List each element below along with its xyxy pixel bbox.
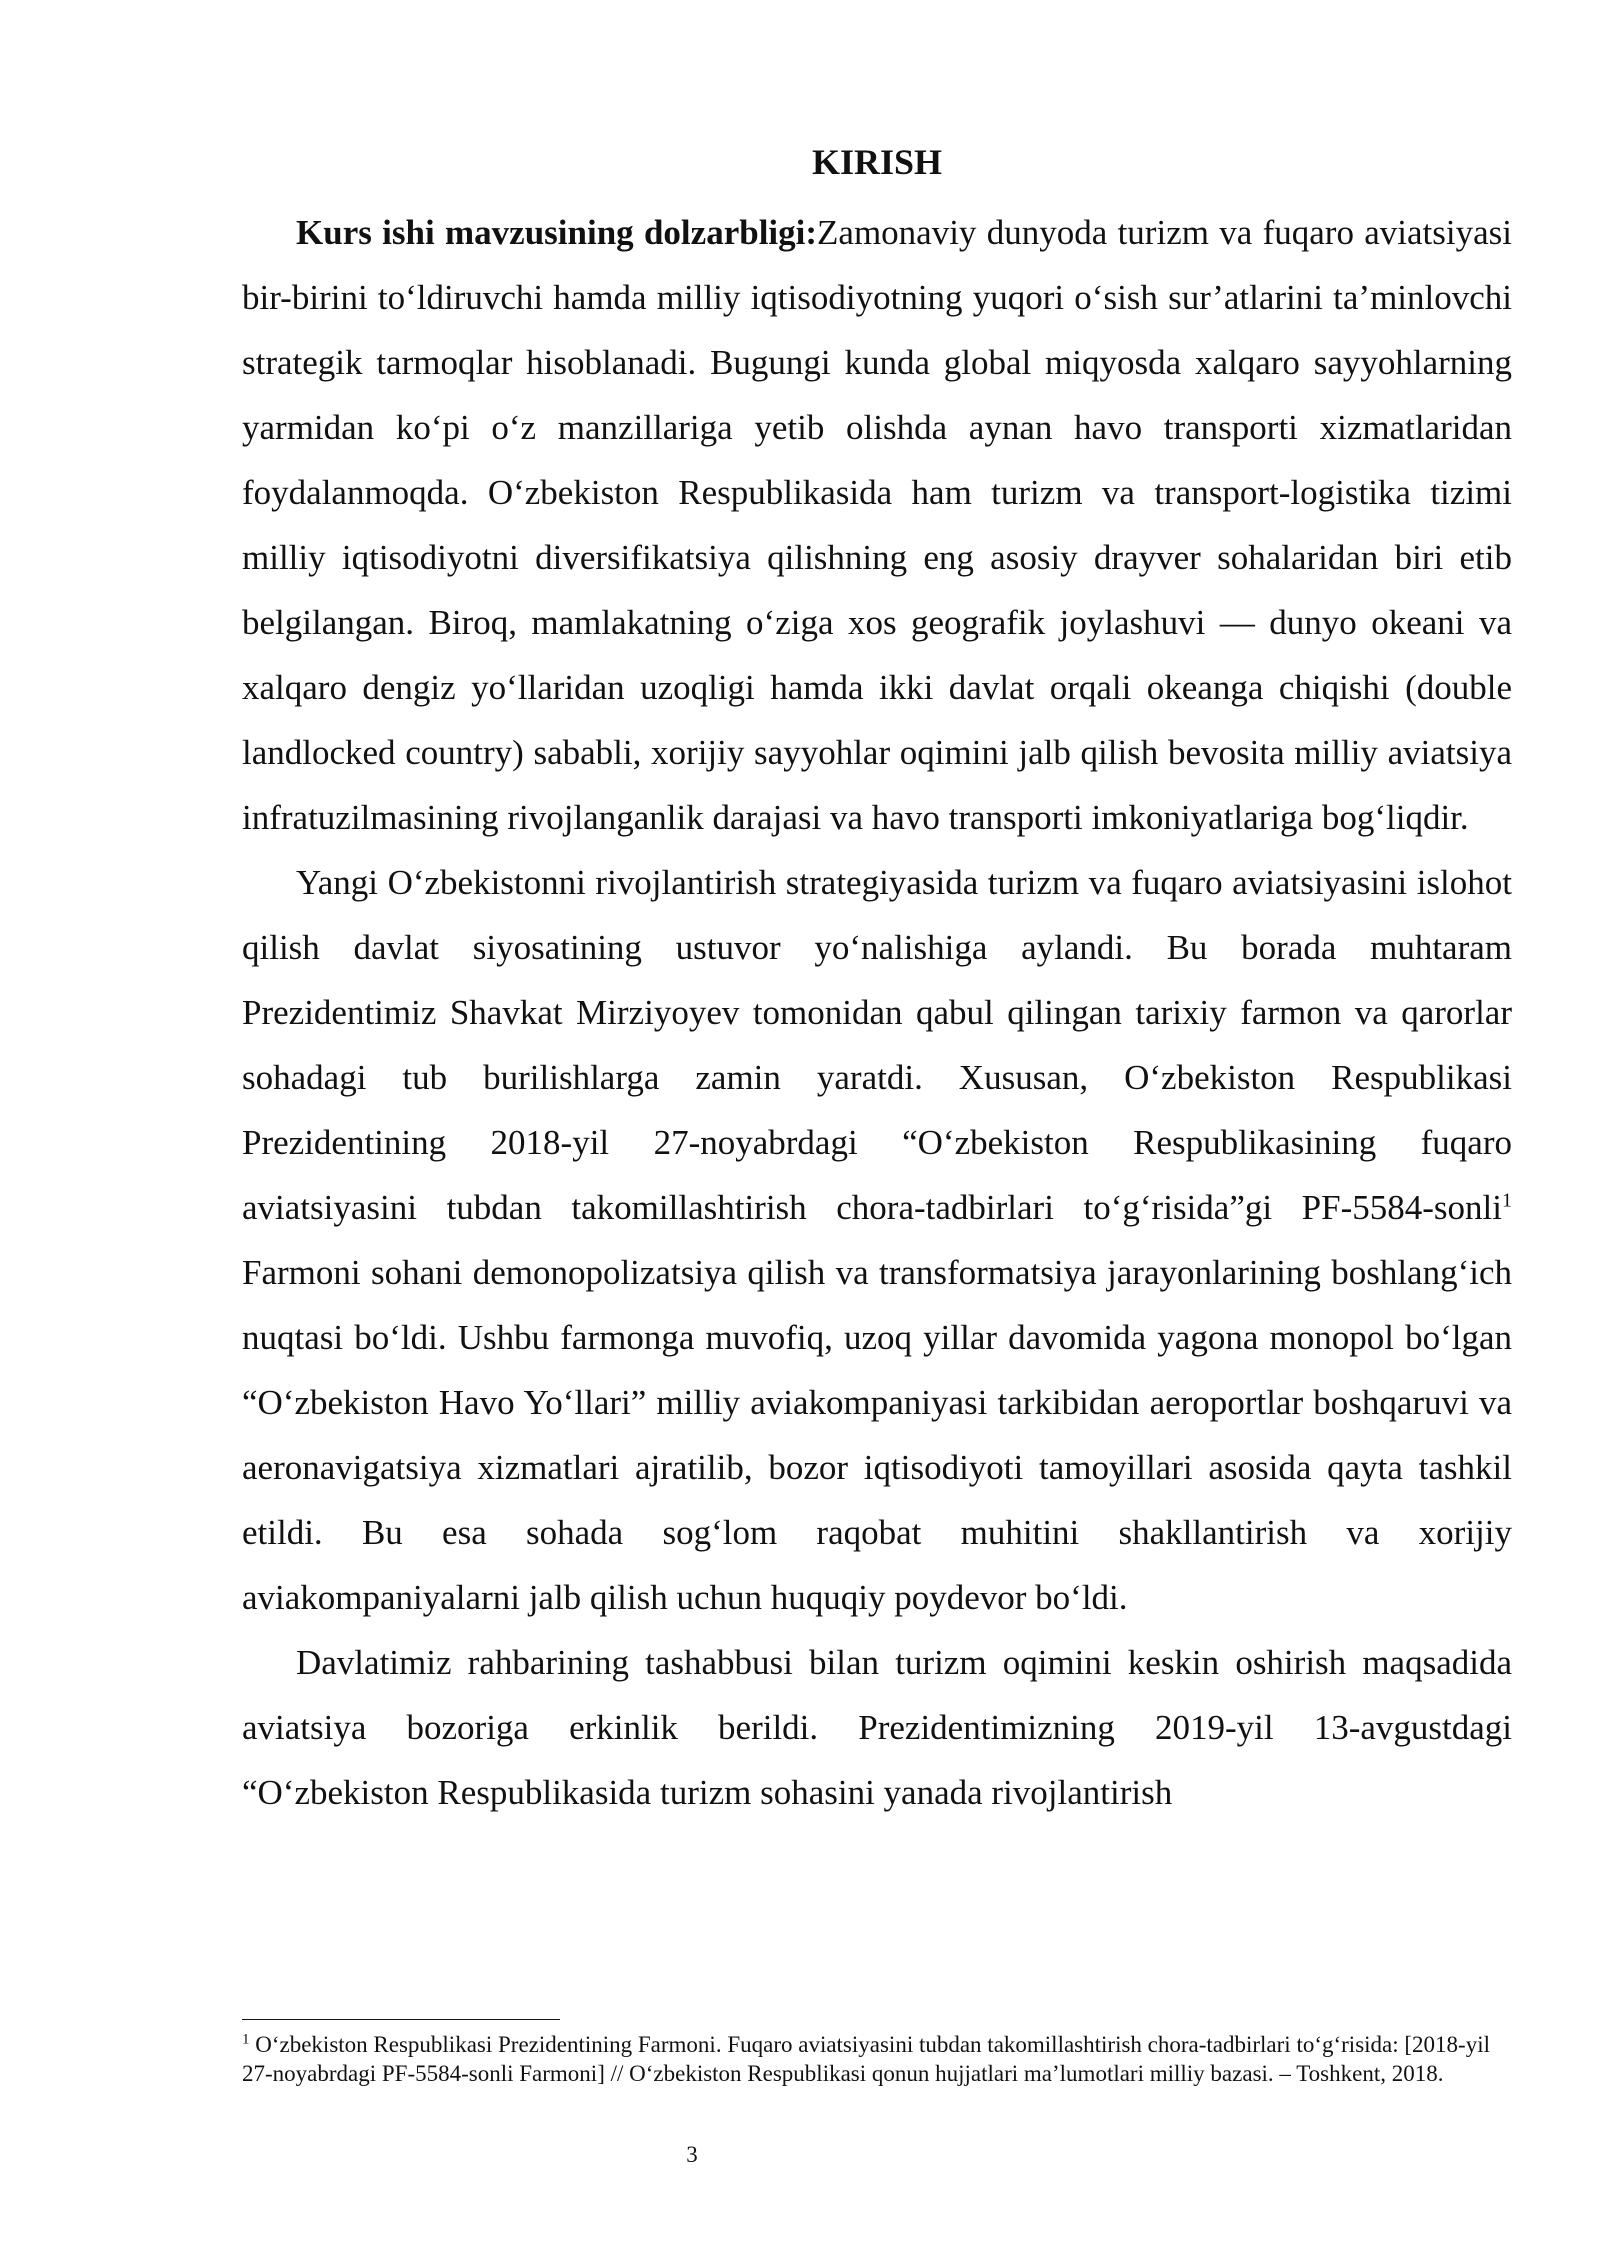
footnote-text: O‘zbekiston Respublikasi Prezidentining Farmoni. Fuqaro aviatsiyasini tubdan takomillashtirish chora-tadbirlari to‘g‘risida: [2018-yil 27-noyabrdagi PF-5584-sonli Farmoni] // O‘zbekiston Respublikasi qonun hujjatlari ma’lumotlari milliy bazasi. – Toshkent, 2018. <box>242 2032 1490 2086</box>
paragraph-strategy-text-part1: Yangi O‘zbekistonni rivojlantirish strategiyasida turizm va fuqaro aviatsiyasini islohot qilish davlat siyosatining ustuvor yo‘nalishiga aylandi. Bu borada muhtaram Prezidentimiz Shavkat Mirziyoyev tomonidan qabul qilingan tarixiy farmon va qarorlar sohadagi tub burilishlarga zamin yaratdi. Xususan, O‘zbekiston Respublikasi Prezidentining 2018-yil 27-noyabrdagi “O‘zbekiston Respublikasining fuqaro aviatsiyasini tubdan takomillashtirish chora-tadbirlari to‘g‘risida”gi PF-5584-sonli <box>242 863 1512 1227</box>
paragraph-strategy <box>242 850 1512 1630</box>
paragraph-lead-heading: Kurs ishi mavzusining dolzarbligi: <box>296 213 818 252</box>
footnote-marker: 1 <box>242 2031 250 2048</box>
title-container <box>242 138 1512 186</box>
paragraph-relevance-text: Zamonaviy dunyoda turizm va fuqaro aviatsiyasi bir-birini to‘ldiruvchi hamda milliy iqtisodiyotning yuqori o‘sish sur’atlarini ta’minlovchi strategik tarmoqlar hisoblanadi. Bugungi kunda global miqyosda xalqaro sayyohlarning yarmidan ko‘pi o‘z manzillariga yetib olishda aynan havo transporti xizmatlaridan foydalanmoqda. O‘zbekiston Respublikasida ham turizm va transport-logistika tizimi milliy iqtisodiyotni diversifikatsiya qilishning eng asosiy drayver sohalaridan biri etib belgilangan. Biroq, mamlakatning o‘ziga xos geografik joylashuvi — dunyo okeani va xalqaro dengiz yo‘llaridan uzoqligi hamda ikki davlat orqali okeanga chiqishi (double landlocked country) sababli, xorijiy sayyohlar oqimini jalb qilish bevosita milliy aviatsiya infratuzilmasining rivojlanganlik darajasi va havo transporti imkoniyatlariga bog‘liqdir. <box>242 213 1512 837</box>
footnote-reference: 1 <box>1502 1189 1512 1212</box>
paragraph-liberalization-text: Davlatimiz rahbarining tashabbusi bilan turizm oqimini keskin oshirish maqsadida aviatsiya bozoriga erkinlik berildi. Prezidentimizning 2019-yil 13-avgustdagi “O‘zbekiston Respublikasida turizm sohasini yanada rivojlantirish <box>242 1643 1512 1812</box>
paragraph-relevance <box>242 200 1512 850</box>
page-number: 3 <box>686 2142 698 2167</box>
paragraph-strategy-text-part2: Farmoni sohani demonopolizatsiya qilish va transformatsiya jarayonlarining boshlang‘ich nuqtasi bo‘ldi. Ushbu farmonga muvofiq, uzoq yillar davomida yagona monopol bo‘lgan “O‘zbekiston Havo Yo‘llari” milliy aviakompaniyasi tarkibidan aeroportlar boshqaruvi va aeronavigatsiya xizmatlari ajratilib, bozor iqtisodiyoti tamoyillari asosida qayta tashkil etildi. Bu esa sohada sog‘lom raqobat muhitini shakllantirish va xorijiy aviakompaniyalarni jalb qilish uchun huquqiy poydevor bo‘ldi. <box>242 1253 1512 1617</box>
footnote-separator <box>242 2019 560 2020</box>
paragraph-liberalization <box>242 1630 1512 1825</box>
footnote <box>242 2030 1512 2088</box>
page-title: KIRISH <box>811 142 943 182</box>
body-text <box>242 200 1512 1825</box>
